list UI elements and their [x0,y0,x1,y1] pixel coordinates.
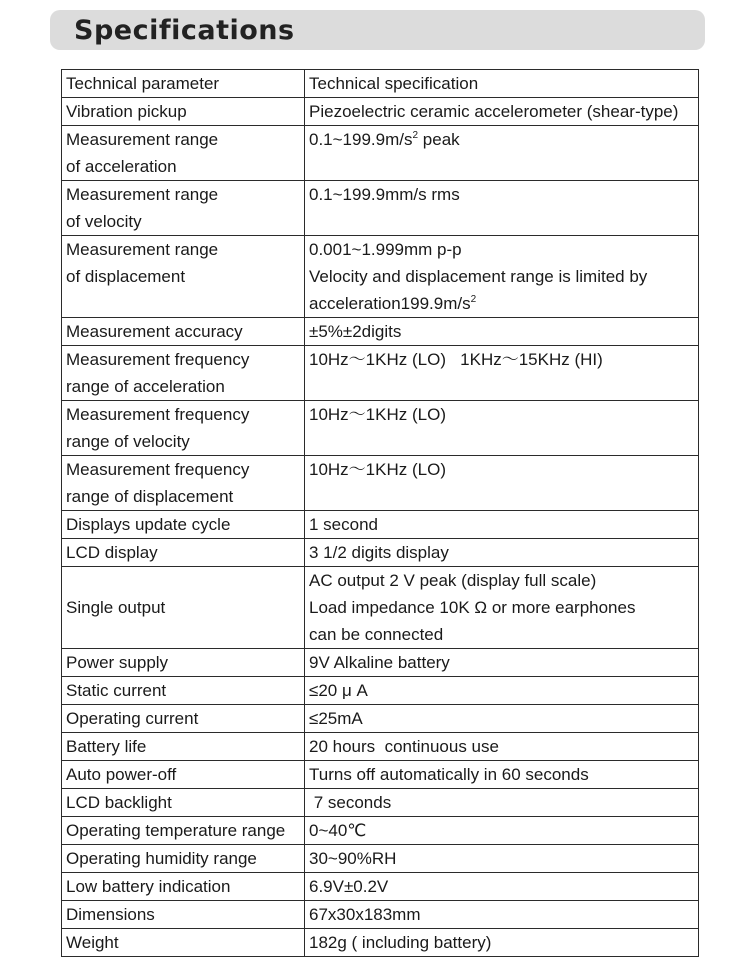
parameter-text: Auto power-off [66,765,177,784]
table-row [62,181,699,236]
parameter-cell [62,761,305,789]
parameter-cell [62,817,305,845]
specification-cell [305,401,699,456]
specification-text: ≤25mA [309,709,363,728]
parameter-cell [62,98,305,126]
table-row [62,401,699,456]
parameter-text: Battery life [66,737,147,756]
specification-cell [305,126,699,181]
table-row [62,677,699,705]
specification-value: 0.1~199.9m/s [309,130,413,149]
parameter-cell [62,126,305,181]
specification-cell [305,817,699,845]
table-row [62,98,699,126]
parameter-cell [62,929,305,957]
specification-cell [305,456,699,511]
specification-cell [305,761,699,789]
specification-text: 182g ( including battery) [309,933,492,952]
table-row [62,901,699,929]
specification-cell [305,677,699,705]
parameter-cell [62,236,305,318]
parameter-cell [62,511,305,539]
specification-text: can be connected [309,625,444,644]
specification-cell [305,705,699,733]
title-banner [50,10,705,50]
table-row [62,817,699,845]
parameter-cell [62,733,305,761]
specification-text: Turns off automatically in 60 seconds [309,765,589,784]
parameter-text: Weight [66,933,119,952]
specification-text: ≤20 μ A [309,681,368,700]
table-header-row [62,70,699,98]
specification-text: ±5%±2digits [309,322,402,341]
specification-text [309,290,694,317]
parameter-text: Single output [66,598,166,617]
parameter-text: Operating temperature range [66,821,286,840]
parameter-cell [62,649,305,677]
table-row [62,346,699,401]
parameter-cell [62,539,305,567]
parameter-text: of velocity [66,212,142,231]
parameter-cell [62,901,305,929]
specification-cell [305,789,699,817]
specification-cell [305,649,699,677]
table-row [62,456,699,511]
specification-cell [305,181,699,236]
parameter-text: LCD backlight [66,793,172,812]
specification-cell [305,733,699,761]
specification-text: 67x30x183mm [309,905,421,924]
parameter-cell [62,873,305,901]
table-row [62,539,699,567]
specification-value: acceleration199.9m/s [309,294,471,313]
table-row [62,761,699,789]
parameter-cell [62,181,305,236]
table-row [62,126,699,181]
header-specification: Technical specification [305,70,699,98]
header-parameter: Technical parameter [62,70,305,98]
specification-text: 0.1~199.9mm/s rms [309,185,460,204]
parameter-text: range of acceleration [66,377,225,396]
specification-text: 0~40℃ [309,821,367,840]
specification-text: 6.9V±0.2V [309,877,389,896]
specification-text: 0.001~1.999mm p-p [309,240,462,259]
table-row [62,873,699,901]
specification-text: 30~90%RH [309,849,397,868]
specification-text: Velocity and displacement range is limited by [309,267,648,286]
parameter-text: of displacement [66,267,186,286]
specification-cell [305,511,699,539]
table-row [62,733,699,761]
specification-text: AC output 2 V peak (display full scale) [309,571,597,590]
specification-cell [305,845,699,873]
superscript-exponent: 2 [412,130,419,141]
parameter-cell [62,456,305,511]
page-title: Specifications [74,14,295,46]
specification-text: Piezoelectric ceramic accelerometer (shear-type) [309,102,679,121]
parameter-text: Static current [66,681,167,700]
table-row [62,845,699,873]
specification-cell [305,567,699,649]
parameter-text: of acceleration [66,157,177,176]
specification-text: 10Hz～1KHz (LO) 1KHz～15KHz (HI) [309,350,603,369]
specification-cell [305,901,699,929]
specification-text: 10Hz～1KHz (LO) [309,405,446,424]
parameter-text: Low battery indication [66,877,231,896]
parameter-text: Operating current [66,709,199,728]
table-row [62,318,699,346]
parameter-cell [62,401,305,456]
parameter-cell [62,318,305,346]
parameter-cell [62,789,305,817]
specification-text: 3 1/2 digits display [309,543,449,562]
specifications-table [61,69,699,957]
parameter-cell [62,567,305,649]
superscript-exponent: 2 [470,294,477,305]
table-row [62,649,699,677]
specification-cell [305,929,699,957]
parameter-text: range of velocity [66,432,190,451]
parameter-text: Measurement range [66,130,219,149]
table-row [62,789,699,817]
specification-cell [305,539,699,567]
table-row [62,705,699,733]
parameter-text: Vibration pickup [66,102,187,121]
parameter-text: Measurement range [66,240,219,259]
specification-cell [305,318,699,346]
specification-cell [305,98,699,126]
parameter-text: range of displacement [66,487,234,506]
specification-suffix: peak [418,130,460,149]
parameter-text: Measurement frequency [66,405,250,424]
parameter-text: LCD display [66,543,158,562]
parameter-text: Measurement frequency [66,350,250,369]
specification-text [309,126,694,153]
specification-cell [305,236,699,318]
specification-text: 7 seconds [309,793,392,812]
specification-text: 9V Alkaline battery [309,653,450,672]
parameter-text: Dimensions [66,905,155,924]
parameter-cell [62,845,305,873]
table-row [62,511,699,539]
specification-text: 20 hours continuous use [309,737,499,756]
parameter-cell [62,346,305,401]
parameter-text: Operating humidity range [66,849,257,868]
table-row [62,929,699,957]
specification-text: Load impedance 10K Ω or more earphones [309,598,636,617]
parameter-cell [62,677,305,705]
specification-cell [305,346,699,401]
parameter-text: Measurement frequency [66,460,250,479]
specification-text: 10Hz～1KHz (LO) [309,460,446,479]
specification-cell [305,873,699,901]
parameter-text: Measurement range [66,185,219,204]
table-row [62,236,699,318]
parameter-text: Measurement accuracy [66,322,243,341]
parameter-text: Power supply [66,653,169,672]
parameter-cell [62,705,305,733]
table-row [62,567,699,649]
parameter-text: Displays update cycle [66,515,231,534]
specification-text: 1 second [309,515,378,534]
